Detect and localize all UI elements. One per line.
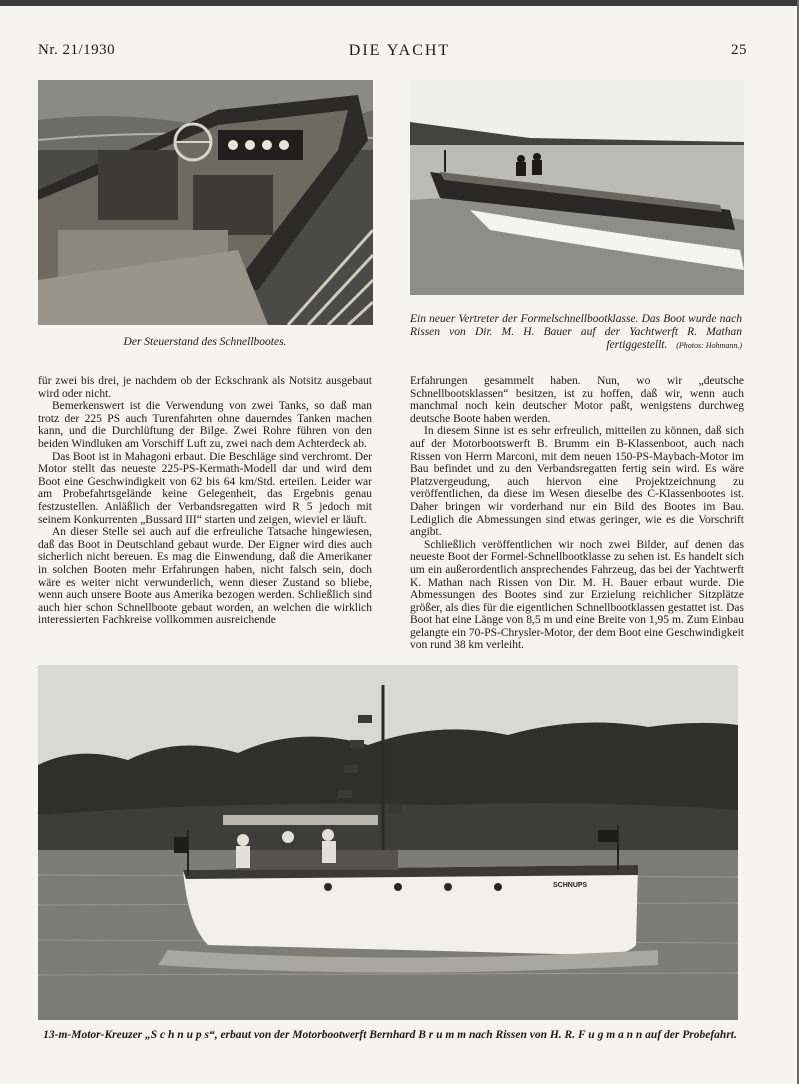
right-paragraph: Schließlich veröffentlichen wir noch zwei Bilder, auf denen das neueste Boot der Formel-Schnellbootklasse zu sehen ist. Es handelt sich um ein außerordentlich ansprechendes Fahrzeug, das bei der Yachtwerft K. Mathan nach Rissen von Dir. M. H. Bauer erbaut wurde. Die Abmessungen des Bootes sind zur Erzielung reichlicher Sitzplätze größer, als dies für die eigentlichen Schnellbootklassen gestattet ist. Das Boot hat eine Länge von 8,5 m und eine Breite von 1,95 m. Zum Einbau gelangte ein 70-PS-Chrysler-Motor, der dem Boot eine Geschwindigkeit von rund 38 km verleiht. [410,538,744,652]
left-paragraph: für zwei bis drei, je nachdem ob der Eckschrank als Notsitz ausgebaut wird oder nicht. [38,375,372,400]
left-paragraph: Das Boot ist in Mahagoni erbaut. Die Beschläge sind verchromt. Der Motor stellt das neueste 225-PS-Kermath-Modell dar und wird dem Boot eine Geschwindigkeit von 62 bis 64 km/Std. erteilen. Leider war am Probefahrtsgelände keine Gelegenheit, das Ergebnis genau festzustellen. Anläßlich der Verbandsregatten wird R 5 jedoch mit seinem Konkurrenten „Bussard III“ starten und zeigen, wieviel er läuft. [38,450,372,526]
caption-boat-underway [410,313,742,352]
caption-cockpit: Der Steuerstand des Schnellbootes. [123,336,287,348]
article-column-right [410,375,744,652]
photo-cockpit [38,80,373,325]
magazine-title: DIE YACHT [348,42,451,59]
caption-motor-cruiser: 13-m-Motor-Kreuzer „S c h n u p s“, erbaut von der Motorbootwerft Bernhard B r u m m nach Rissen von H. R. F u g m a n n auf der Probefahrt. [43,1029,737,1041]
article-column-left [38,375,372,627]
hull-name-lettering: SCHNUPS [553,882,588,889]
photo-credit: (Photos: Hohmann.) [676,341,742,350]
page-number: 25 [731,42,747,58]
right-paragraph: In diesem Sinne ist es sehr erfreulich, mitteilen zu können, daß sich auf der Motorbootswerft B. Brumm ein B-Klassenboot, auch nach Rissen von Herrn Marconi, mit dem neuen 150-PS-Maybach-Motor im Bau befindet und zu den Verbandsregatten fertig sein wird. Es wäre Platzvergeudung, auch hiervon eine Projektzeichnung zu veröffentlichen, da diese im Wesen dieselbe des C-Klassenbootes ist. Daher bringen wir vorderhand nur ein Bild des Bootes im Bau. Lediglich die Abmessungen sind etwas geringer, wie es die Vorschrift angibt. [410,425,744,539]
left-paragraph: Bemerkenswert ist die Verwendung von zwei Tanks, so daß man trotz der 225 PS auch Turenfahrten ohne dauerndes Tanken machen kann, und die Durchlüftung der Bilge. Zwei Rohre führen von den beiden Windluken am Vorschiff Luft zu, zwei nach dem Achterdeck ab. [38,400,372,450]
photo-motor-cruiser [38,665,738,1020]
caption-boat-underway-text: Ein neuer Vertreter der Formelschnellbootklasse. Das Boot wurde nach Rissen von Dir. M. H. Bauer auf der Yachtwerft R. Mathan fertiggestellt. [410,313,742,351]
photo-boat-underway [410,80,744,295]
page-top-border [0,0,799,6]
issue-number: Nr. 21/1930 [38,42,116,58]
left-paragraph: An dieser Stelle sei auch auf die erfreuliche Tatsache hingewiesen, daß das Boot in Deutschland gebaut wurde. Der Eigner wird dies auch sicherlich nicht bereuen. Es mag die Einwendung, daß die Amerikaner in solchen Booten mehr Erfahrungen haben, nicht falsch sein, doch wäre es weiter nicht verwunderlich, wenn dieser Zustand so bliebe, wenn auch unsere Boote aus Amerika bezogen werden. Schließlich sind auch hier schon Schnellboote gebaut worden, an welchen die wirklich interessierten Fachkreise vollkommen ausreichende [38,526,372,627]
right-paragraph: Erfahrungen gesammelt haben. Nun, wo wir „deutsche Schnellbootsklassen“ besitzen, ist zu hoffen, daß wir, wenn auch manchmal noch kein deutscher Motor paßt, wenigstens durchweg deutsche Boote haben werden. [410,375,744,425]
